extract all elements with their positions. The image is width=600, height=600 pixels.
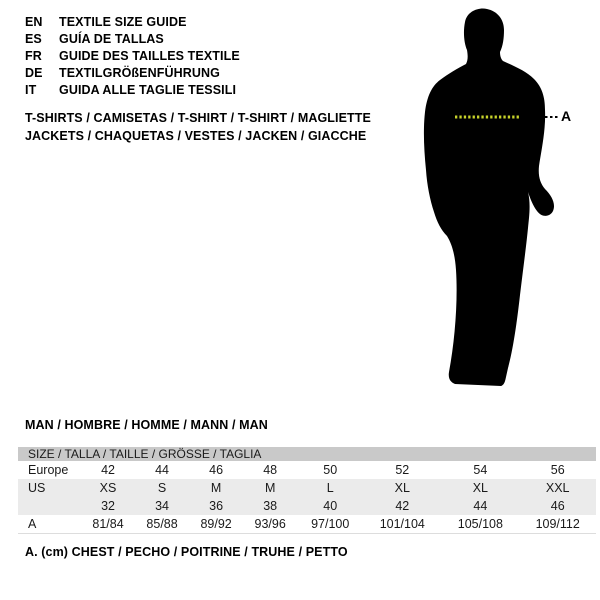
language-code: EN xyxy=(25,15,43,29)
size-cell: 46 xyxy=(209,463,224,477)
size-cell: 89/92 xyxy=(200,517,232,531)
size-cell: 81/84 xyxy=(92,517,124,531)
size-cell: 34 xyxy=(155,499,170,513)
size-cell: 44 xyxy=(155,463,170,477)
row-label: US xyxy=(28,481,46,495)
size-cell: 97/100 xyxy=(311,517,350,531)
size-cell: 109/112 xyxy=(535,517,580,531)
measurement-footnote: A. (cm) CHEST / PECHO / POITRINE / TRUHE / PETTO xyxy=(25,545,348,559)
table-row xyxy=(18,479,596,497)
size-table-header: SIZE / TALLA / TAILLE / GRÖSSE / TAGLIA xyxy=(18,447,596,461)
category-lines xyxy=(25,110,371,145)
language-label: GUIDE DES TAILLES TEXTILE xyxy=(59,49,240,63)
size-cell: 42 xyxy=(395,499,410,513)
man-silhouette xyxy=(424,9,554,386)
size-table xyxy=(18,461,596,534)
row-label: Europe xyxy=(28,463,69,477)
size-cell: 44 xyxy=(473,499,488,513)
size-cell: 93/96 xyxy=(254,517,286,531)
size-cell: M xyxy=(210,481,222,495)
size-cell: S xyxy=(157,481,167,495)
language-label: TEXTILGRÖßENFÜHRUNG xyxy=(59,66,220,80)
size-cell: L xyxy=(326,481,334,495)
size-cell: 56 xyxy=(550,463,565,477)
language-code: DE xyxy=(25,66,43,80)
size-cell: 85/88 xyxy=(146,517,178,531)
language-code: FR xyxy=(25,49,42,63)
size-cell: XXL xyxy=(545,481,570,495)
size-cell: 46 xyxy=(550,499,565,513)
language-code: IT xyxy=(25,83,37,97)
size-cell: 32 xyxy=(101,499,115,513)
size-cell: 36 xyxy=(209,499,224,513)
language-label: GUÍA DE TALLAS xyxy=(59,32,164,46)
language-label: TEXTILE SIZE GUIDE xyxy=(59,15,187,29)
measure-label-a: A xyxy=(561,108,572,124)
size-cell: 54 xyxy=(473,463,488,477)
language-list xyxy=(25,14,240,99)
category-line: JACKETS / CHAQUETAS / VESTES / JACKEN / GIACCHE xyxy=(25,128,367,143)
language-code: ES xyxy=(25,32,42,46)
size-cell: 42 xyxy=(101,463,115,477)
size-cell: 48 xyxy=(263,463,278,477)
size-cell: XL xyxy=(394,481,410,495)
size-cell: 105/108 xyxy=(457,517,503,531)
category-line: T-SHIRTS / CAMISETAS / T-SHIRT / T-SHIRT / MAGLIETTE xyxy=(25,111,371,125)
size-cell: XL xyxy=(472,481,489,495)
size-cell: 52 xyxy=(395,463,410,477)
section-heading: MAN / HOMBRE / HOMME / MANN / MAN xyxy=(25,418,268,432)
language-row xyxy=(25,31,240,48)
size-cell: M xyxy=(264,481,276,495)
language-row xyxy=(25,14,240,31)
table-row xyxy=(18,461,596,479)
size-cell: XS xyxy=(99,481,117,495)
row-label xyxy=(18,497,81,515)
table-row xyxy=(18,515,596,534)
man-silhouette-figure xyxy=(408,5,578,402)
size-cell: 40 xyxy=(323,499,338,513)
language-label: GUIDA ALLE TAGLIE TESSILI xyxy=(59,83,237,97)
table-row xyxy=(18,497,596,515)
row-label: A xyxy=(28,517,37,531)
language-row xyxy=(25,65,240,82)
size-cell: 101/104 xyxy=(379,517,425,531)
size-cell: 50 xyxy=(323,463,338,477)
language-row xyxy=(25,48,240,65)
size-cell: 38 xyxy=(263,499,278,513)
language-row xyxy=(25,82,240,99)
